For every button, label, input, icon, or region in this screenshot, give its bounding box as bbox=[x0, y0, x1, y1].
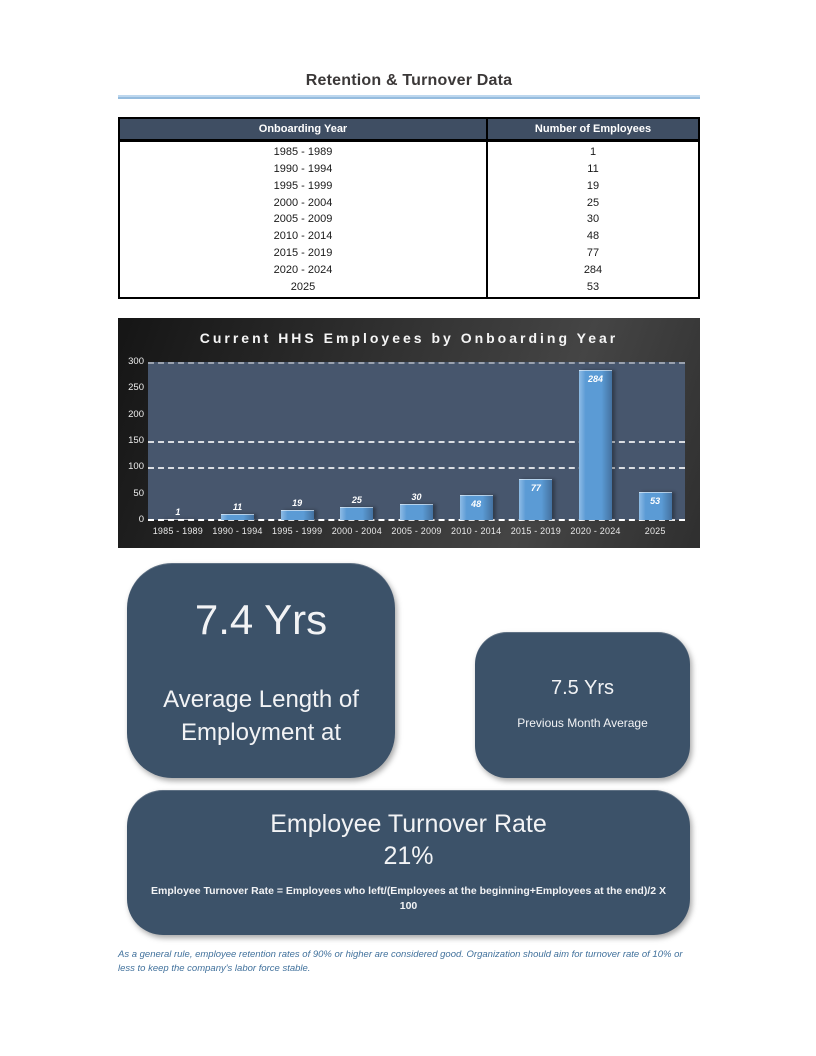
x-axis-tick-label: 1995 - 1999 bbox=[272, 526, 323, 536]
bar-2020 - 2024 bbox=[579, 370, 612, 520]
table-cell-count: 77 bbox=[586, 246, 600, 259]
bar-1995 - 1999 bbox=[281, 510, 314, 520]
table-cell-count: 284 bbox=[583, 263, 603, 276]
table-header-onboarding-year: Onboarding Year bbox=[120, 119, 488, 139]
onboarding-table bbox=[118, 117, 700, 299]
bar-data-label: 11 bbox=[232, 502, 243, 513]
table-cell-count: 11 bbox=[587, 163, 599, 176]
card-turnover-rate bbox=[127, 790, 690, 935]
turnover-formula: Employee Turnover Rate = Employees who left/(Employees at the beginning+Employees at the end)/2 X 100 bbox=[150, 885, 667, 912]
chart-title: Current HHS Employees by Onboarding Year bbox=[199, 330, 619, 346]
table-cell-year: 2000 - 2004 bbox=[273, 196, 333, 209]
table-cell-count: 53 bbox=[586, 280, 600, 293]
card-previous-month bbox=[475, 632, 690, 778]
average-length-value: 7.4 Yrs bbox=[194, 596, 328, 643]
turnover-title: Employee Turnover Rate bbox=[270, 810, 547, 838]
table-body bbox=[118, 141, 700, 299]
x-axis-tick-label: 1985 - 1989 bbox=[152, 526, 203, 536]
turnover-value: 21% bbox=[383, 842, 434, 870]
table-cell-year: 2005 - 2009 bbox=[273, 213, 333, 226]
table-cell-year: 1990 - 1994 bbox=[273, 163, 333, 176]
bar-data-label: 53 bbox=[650, 496, 661, 507]
bar-data-label: 1 bbox=[175, 507, 181, 518]
bar-1990 - 1994 bbox=[221, 514, 254, 520]
table-cell-year: 1985 - 1989 bbox=[273, 146, 333, 159]
title-underline bbox=[118, 95, 700, 99]
x-axis-tick-label: 1990 - 1994 bbox=[212, 526, 263, 536]
table-header-number-of-employees: Number of Employees bbox=[534, 123, 652, 135]
table-cell-count: 48 bbox=[586, 230, 600, 243]
table-cell-year: 2015 - 2019 bbox=[273, 246, 333, 259]
gridline bbox=[148, 362, 685, 364]
chart-plot-area bbox=[148, 362, 685, 520]
table-column-counts bbox=[488, 142, 698, 297]
bar-data-label: 25 bbox=[351, 494, 362, 505]
table-cell-year: 1995 - 1999 bbox=[273, 179, 333, 192]
bar-data-label: 19 bbox=[292, 498, 303, 508]
table-cell-count: 25 bbox=[586, 196, 600, 209]
x-axis-tick-label: 2000 - 2004 bbox=[331, 526, 382, 536]
bar-data-label: 284 bbox=[587, 374, 604, 385]
table-cell-year: 2025 bbox=[290, 280, 316, 293]
bar-2005 - 2009 bbox=[400, 504, 433, 520]
table-header-row bbox=[118, 117, 700, 141]
y-axis-tick-label: 50 bbox=[133, 487, 144, 499]
y-axis-tick-label: 200 bbox=[128, 408, 144, 420]
bar-data-label: 77 bbox=[530, 483, 541, 494]
y-axis-tick-label: 150 bbox=[128, 435, 144, 446]
y-axis-tick-label: 0 bbox=[138, 514, 144, 525]
x-axis-tick-label: 2025 bbox=[644, 526, 666, 536]
table-cell-count: 1 bbox=[589, 146, 597, 159]
bar-data-label: 30 bbox=[411, 492, 422, 503]
x-axis-tick-label: 2010 - 2014 bbox=[451, 526, 502, 536]
table-cell-count: 19 bbox=[586, 179, 600, 192]
table-cell-count: 30 bbox=[586, 213, 600, 226]
previous-month-value: 7.5 Yrs bbox=[551, 677, 614, 699]
footnote: As a general rule, employee retention rates of 90% or higher are considered good. Organization should aim for turnover rate of 10% or less to keep the company's labor force stable. bbox=[118, 949, 683, 974]
y-axis-tick-label: 300 bbox=[128, 356, 144, 367]
table-column-years bbox=[120, 142, 488, 297]
table-cell-year: 2020 - 2024 bbox=[273, 263, 333, 276]
previous-month-label: Previous Month Average bbox=[517, 716, 648, 730]
card-average-length bbox=[127, 563, 395, 778]
table-cell-year: 2010 - 2014 bbox=[273, 230, 333, 243]
y-axis-tick-label: 250 bbox=[128, 382, 144, 394]
bar-1985 - 1989 bbox=[161, 519, 194, 520]
average-length-label: Average Length of Employment at bbox=[163, 686, 359, 746]
bar-chart bbox=[118, 318, 700, 548]
page-title: Retention & Turnover Data bbox=[305, 72, 513, 89]
bar-2000 - 2004 bbox=[340, 507, 373, 520]
x-axis-tick-label: 2005 - 2009 bbox=[391, 526, 442, 536]
x-axis-tick-label: 2015 - 2019 bbox=[510, 526, 561, 536]
y-axis-tick-label: 100 bbox=[128, 461, 144, 473]
x-axis-tick-label: 2020 - 2024 bbox=[570, 526, 621, 536]
bar-data-label: 48 bbox=[471, 498, 482, 509]
